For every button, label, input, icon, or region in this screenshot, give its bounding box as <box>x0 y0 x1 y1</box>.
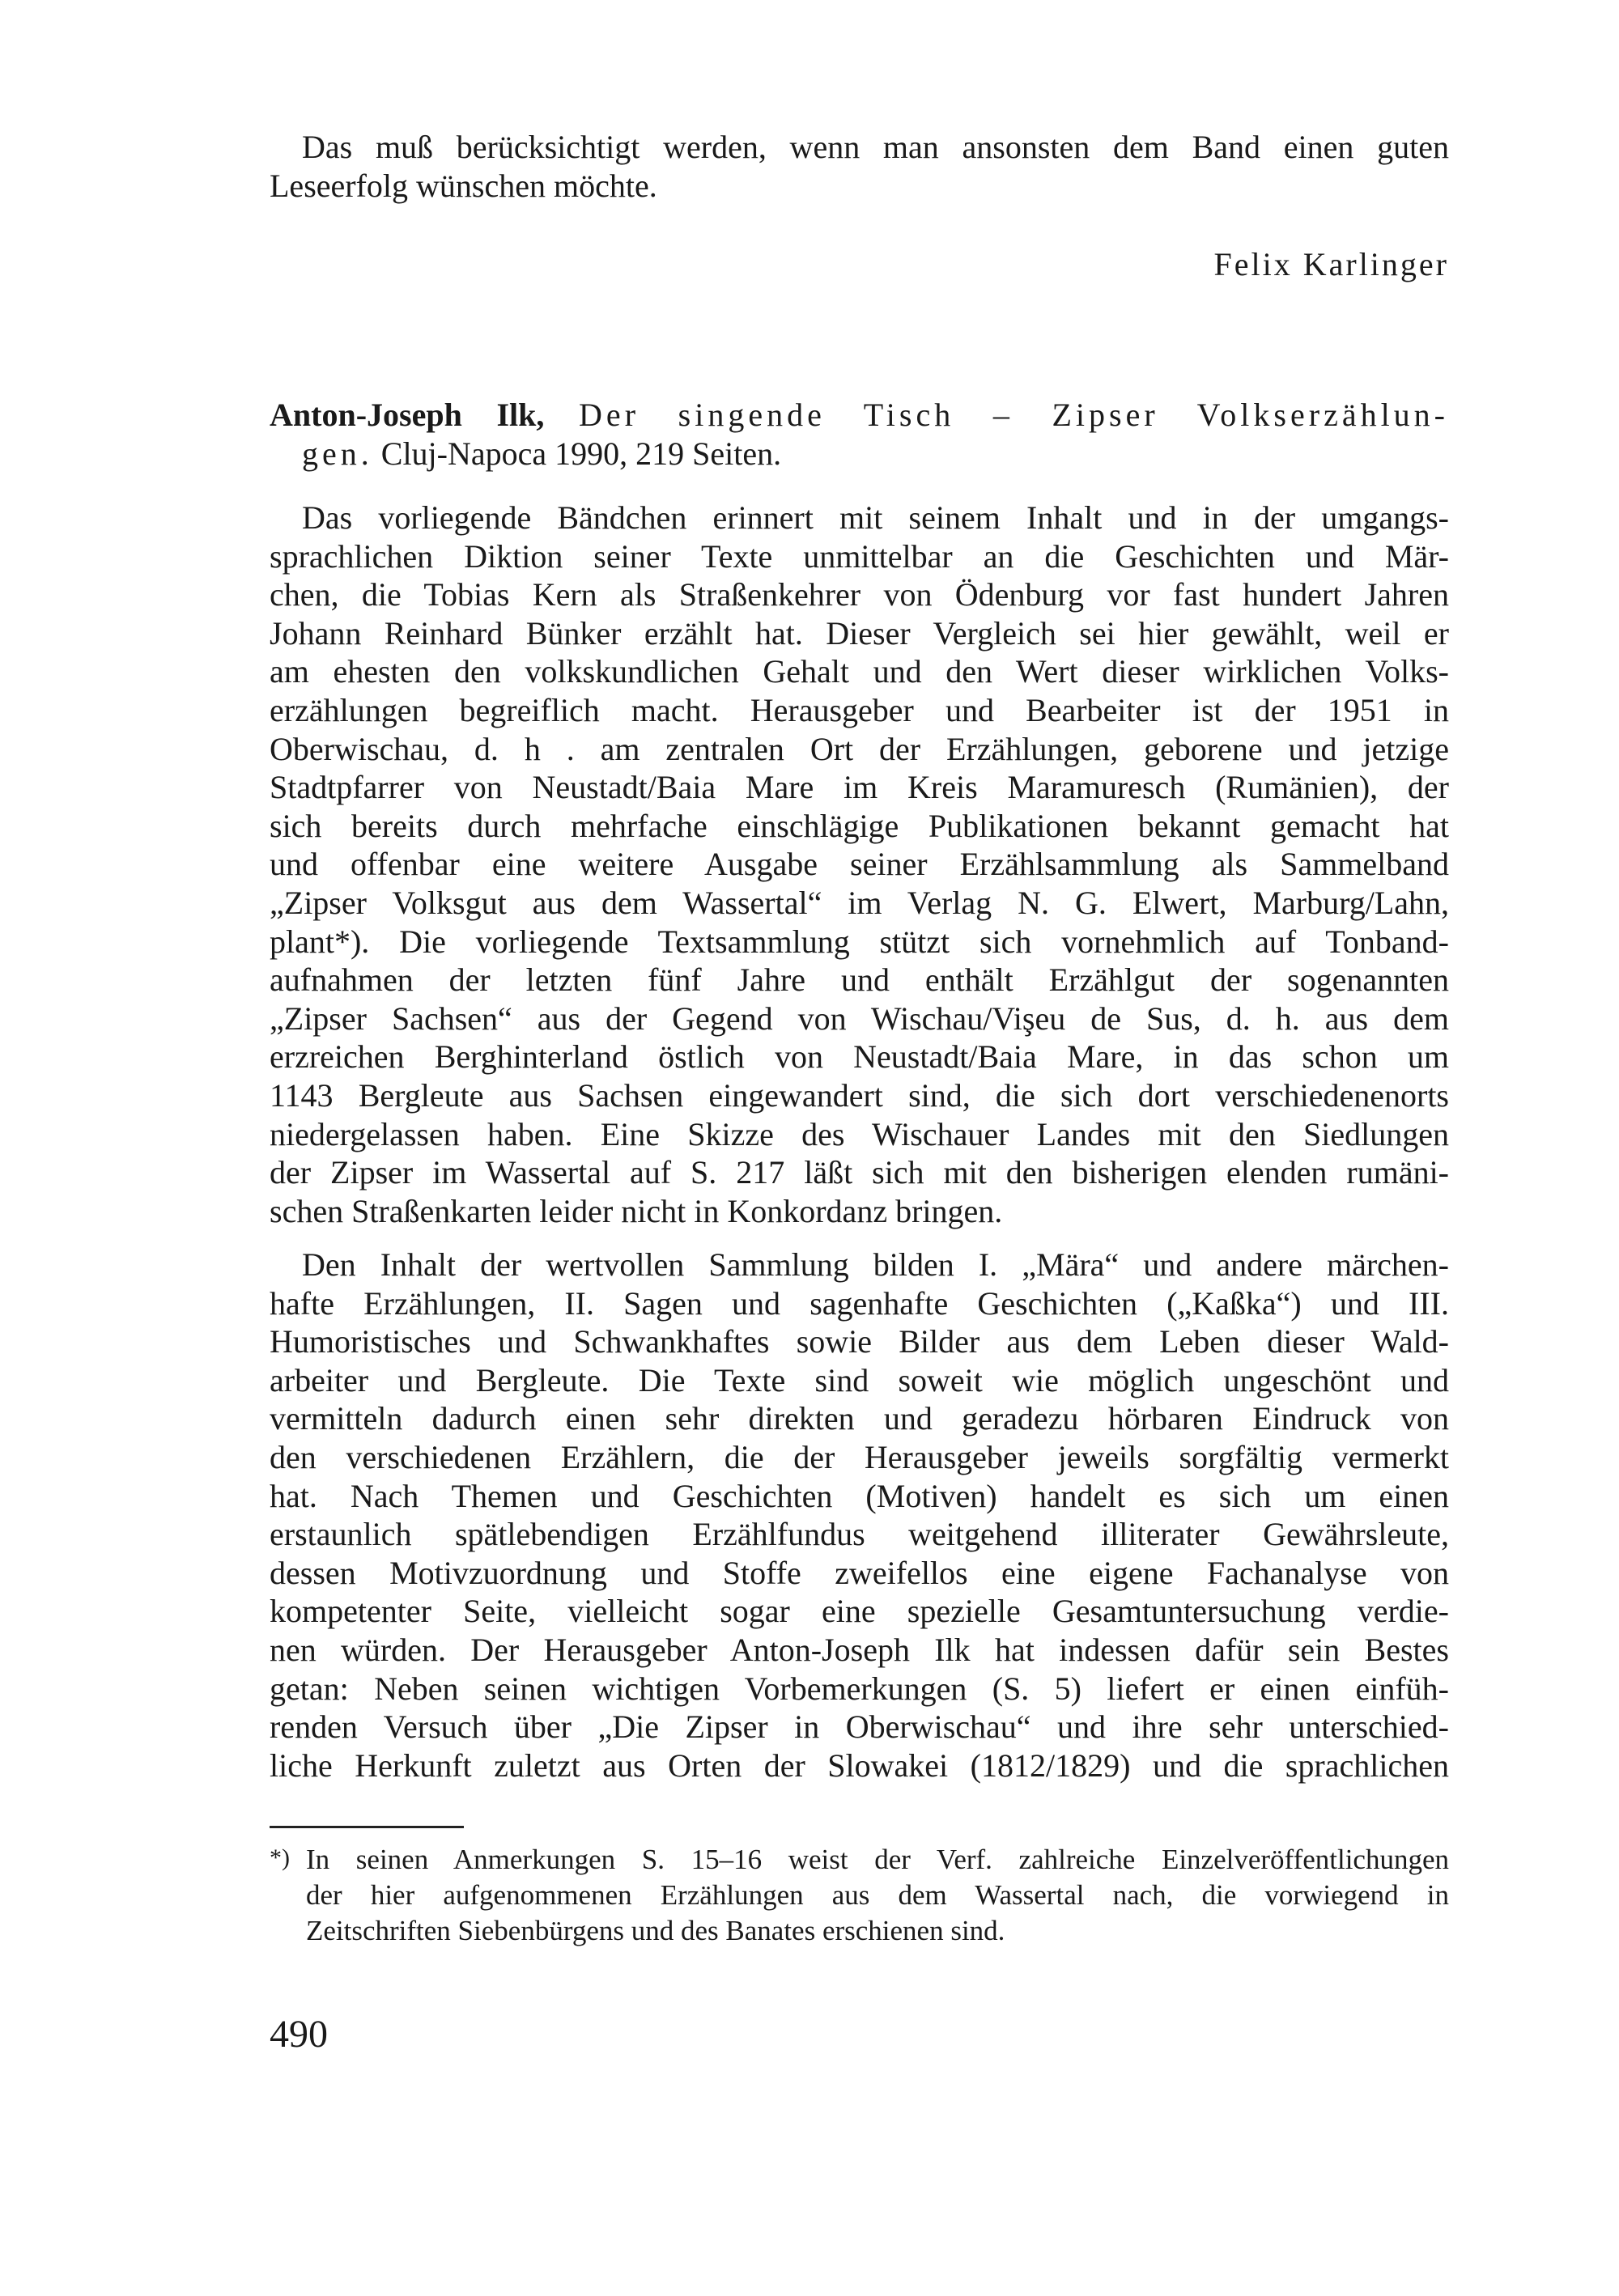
text-line: schen Straßenkarten leider nicht in Konkordanz bringen. <box>270 1192 1003 1229</box>
text-line: Das vorliegende Bändchen erinnert mit seinem Inhalt und in der umgangs- <box>302 499 1449 536</box>
closing-paragraph <box>270 128 1449 205</box>
text-line: „Zipser Volksgut aus dem Wassertal“ im Verlag N. G. Elwert, Marburg/Lahn, <box>270 884 1449 921</box>
text-line: arbeiter und Bergleute. Die Texte sind soweit wie möglich ungeschönt und <box>270 1361 1449 1398</box>
text-line: Leseerfolg wünschen möchte. <box>270 167 657 204</box>
text-line: vermitteln dadurch einen sehr direkten und geradezu hörbaren Eindruck von <box>270 1400 1449 1437</box>
text-line: den verschiedenen Erzählern, die der Herausgeber jeweils sorgfältig vermerkt <box>270 1438 1449 1475</box>
text-line: erzreichen Berghinterland östlich von Neustadt/Baia Mare, in das schon um <box>270 1038 1449 1076</box>
text-line: Den Inhalt der wertvollen Sammlung bilden I. „Mära“ und andere märchen- <box>302 1246 1449 1283</box>
footnote-line: In seinen Anmerkungen S. 15–16 weist der Verf. zahlreiche Einzelveröffentlichungen <box>306 1844 1449 1875</box>
text-line: getan: Neben seinen wichtigen Vorbemerkungen (S. 5) liefert er einen einfüh- <box>270 1670 1449 1707</box>
text-line: erzählungen begreiflich macht. Herausgeber und Bearbeiter ist der 1951 in <box>270 691 1449 728</box>
text-line: chen, die Tobias Kern als Straßenkehrer von Ödenburg vor fast hundert Jahren <box>270 576 1449 613</box>
text-line: der Zipser im Wassertal auf S. 217 läßt sich mit den bisherigen elenden rumäni- <box>270 1154 1449 1191</box>
text-line: Das muß berücksichtigt werden, wenn man ansonsten dem Band einen guten <box>302 129 1449 165</box>
text-line: kompetenter Seite, vielleicht sogar eine spezielle Gesamtuntersuchung verdie- <box>270 1593 1449 1630</box>
publication-info: Cluj-Napoca 1990, 219 Seiten. <box>380 435 782 472</box>
text-line: renden Versuch über „Die Zipser in Oberwischau“ und ihre sehr unterschied- <box>270 1708 1449 1746</box>
footnote-divider <box>270 1826 464 1828</box>
heading-line-2 <box>270 435 1449 473</box>
book-author: Anton-Joseph Ilk, <box>270 397 545 433</box>
book-title-end: gen. <box>302 435 373 472</box>
text-line: niedergelassen haben. Eine Skizze des Wischauer Landes mit den Siedlungen <box>270 1115 1449 1152</box>
footnote-line: der hier aufgenommenen Erzählungen aus dem Wassertal nach, die vorwiegend in <box>306 1879 1449 1911</box>
text-line: „Zipser Sachsen“ aus der Gegend von Wischau/Vişeu de Sus, d. h. aus dem <box>270 999 1449 1037</box>
text-line: hat. Nach Themen und Geschichten (Motiven) handelt es sich um einen <box>270 1477 1449 1514</box>
text-line: Humoristisches und Schwankhaftes sowie Bilder aus dem Leben dieser Wald- <box>270 1323 1449 1360</box>
footnote-mark: *) <box>270 1844 290 1871</box>
review-heading <box>270 396 1449 473</box>
text-line: hafte Erzählungen, II. Sagen und sagenhafte Geschichten („Kaßka“) und III. <box>270 1284 1449 1322</box>
text-line: dessen Motivzuordnung und Stoffe zweifellos eine eigene Fachanalyse von <box>270 1554 1449 1591</box>
footnote <box>270 1842 1449 1949</box>
text-line: und offenbar eine weitere Ausgabe seiner Erzählsammlung als Sammelband <box>270 846 1449 883</box>
text-line: am ehesten den volkskundlichen Gehalt und den Wert dieser wirklichen Volks- <box>270 653 1449 690</box>
text-line: erstaunlich spätlebendigen Erzählfundus weitgehend illiterater Gewährsleute, <box>270 1516 1449 1553</box>
text-line: Stadtpfarrer von Neustadt/Baia Mare im Kreis Maramuresch (Rumänien), der <box>270 769 1449 806</box>
text-line: nen würden. Der Herausgeber Anton-Joseph Ilk hat indessen dafür sein Bestes <box>270 1631 1449 1668</box>
book-title: Der singende Tisch – Zipser Volkserzählun- <box>579 397 1450 433</box>
heading-line-1 <box>270 396 1449 435</box>
review-paragraph-2 <box>270 1246 1449 1785</box>
text-line: 1143 Bergleute aus Sachsen eingewandert sind, die sich dort verschiedenenorts <box>270 1076 1449 1114</box>
text-line: liche Herkunft zuletzt aus Orten der Slowakei (1812/1829) und die sprachlichen <box>270 1746 1449 1784</box>
text-line: Johann Reinhard Bünker erzählt hat. Dieser Vergleich sei hier gewählt, weil er <box>270 614 1449 651</box>
text-line: aufnahmen der letzten fünf Jahre und enthält Erzählgut der sogenannten <box>270 961 1449 999</box>
text-line: Oberwischau, d. h . am zentralen Ort der Erzählungen, geborene und jetzige <box>270 730 1449 767</box>
page-number: 490 <box>270 2013 328 2056</box>
footnote-line: Zeitschriften Siebenbürgens und des Banates erschienen sind. <box>306 1915 1005 1946</box>
review-paragraph-1 <box>270 499 1449 1230</box>
text-line: sich bereits durch mehrfache einschlägige Publikationen bekannt gemacht hat <box>270 807 1449 844</box>
text-line: plant*). Die vorliegende Textsammlung stützt sich vornehmlich auf Tonband- <box>270 923 1449 960</box>
reviewer-signature: Felix Karlinger <box>1213 246 1449 282</box>
text-line: sprachlichen Diktion seiner Texte unmittelbar an die Geschichten und Mär- <box>270 537 1449 575</box>
